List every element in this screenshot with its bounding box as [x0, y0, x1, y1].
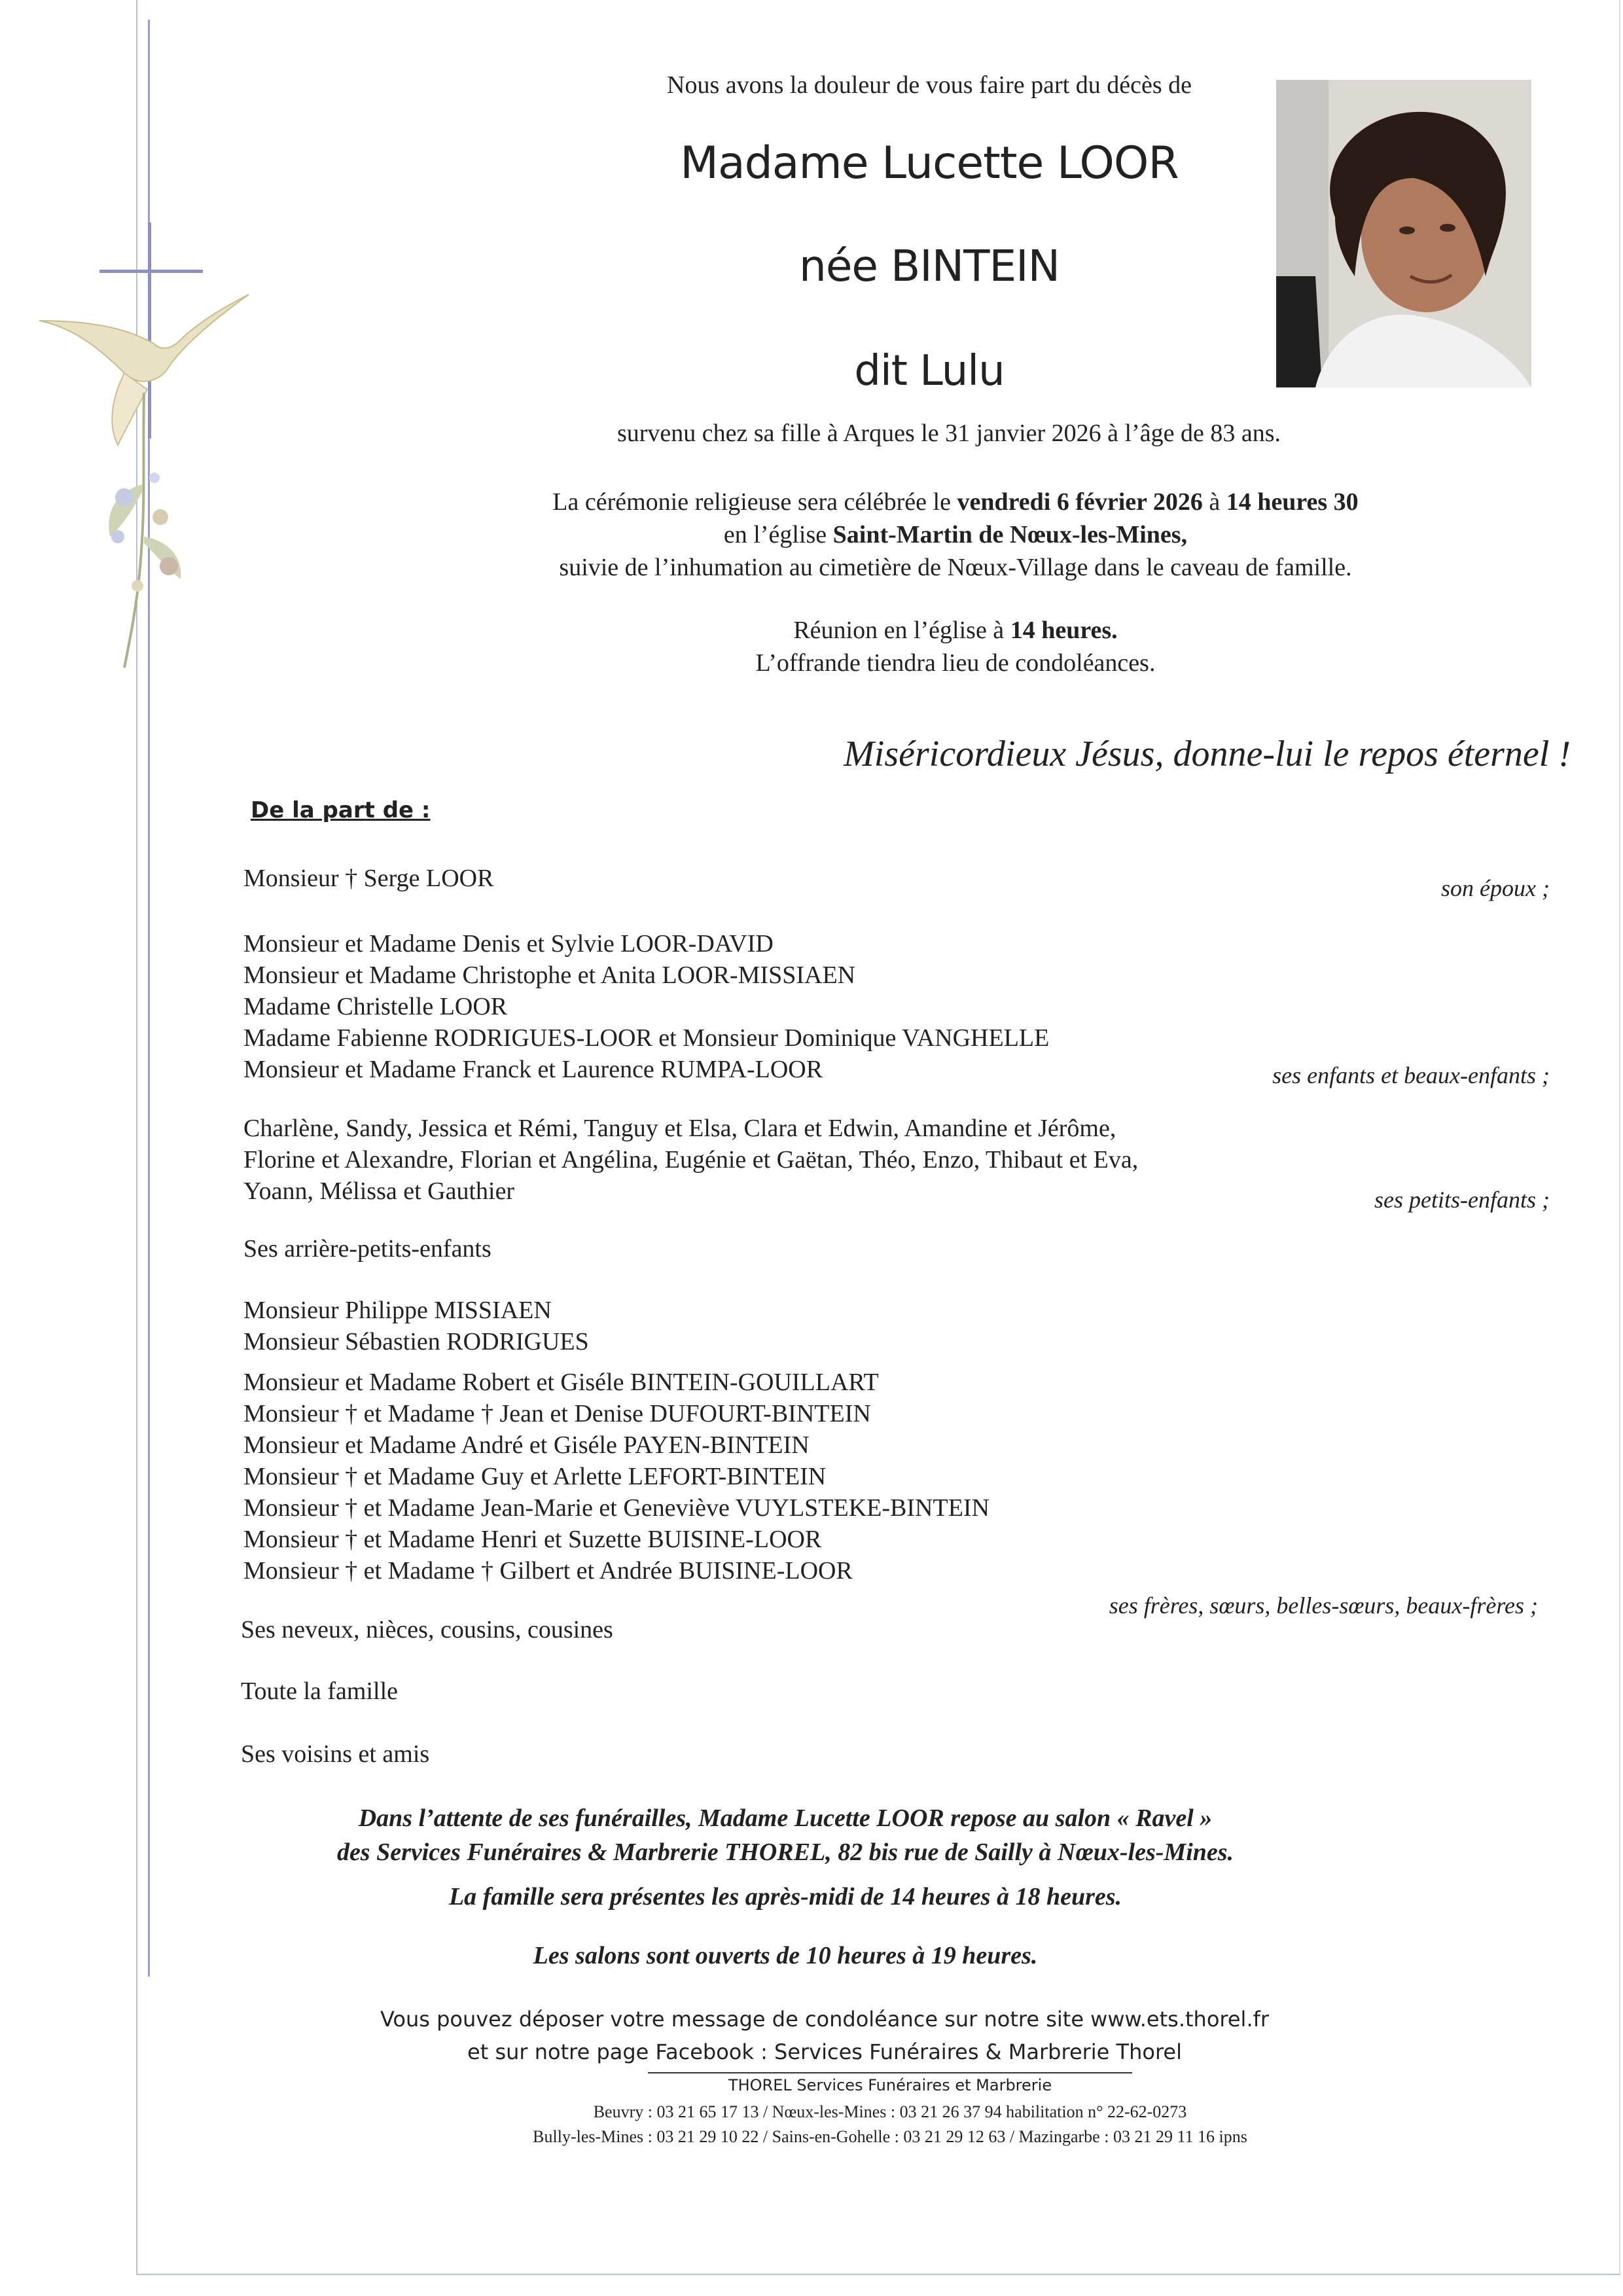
reunion-block — [366, 614, 1544, 679]
reunion-line: Réunion en l’église à 14 heures. — [793, 617, 1118, 644]
others-list — [243, 1295, 589, 1357]
deceased-name: Madame Lucette LOOR — [680, 137, 1179, 189]
nickname: dit Lulu — [854, 347, 1005, 395]
website-line: Vous pouvez déposer votre message de condoléance sur notre site www.ets.thorel.fr — [380, 2007, 1270, 2032]
church-name: Saint-Martin de Nœux-les-Mines, — [832, 521, 1188, 548]
list-item: Monsieur † et Madame Jean-Marie et Geneviève VUYLSTEKE-BINTEIN — [243, 1494, 990, 1522]
neighbors-line: Ses voisins et amis — [241, 1740, 430, 1768]
company-name: THOREL Services Funéraires et Marbrerie — [728, 2076, 1052, 2094]
spouse-list — [243, 863, 493, 894]
list-item: Monsieur Sébastien RODRIGUES — [243, 1328, 589, 1355]
maiden-name: née BINTEIN — [799, 241, 1060, 291]
list-item: Monsieur † et Madame Henri et Suzette BUISINE-LOOR — [243, 1526, 822, 1553]
facebook-line: et sur notre page Facebook : Services Funéraires & Marbrerie Thorel — [467, 2039, 1182, 2064]
intro-text: Nous avons la douleur de vous faire part du décès de — [667, 71, 1192, 99]
list-item: Monsieur † et Madame † Gilbert et Andrée BUISINE-LOOR — [243, 1557, 853, 1585]
list-item: Monsieur et Madame Denis et Sylvie LOOR-DAVID — [243, 930, 774, 958]
grandchildren-relation: ses petits-enfants ; — [1374, 1187, 1550, 1213]
children-list — [243, 928, 1049, 1085]
death-notice: survenu chez sa fille à Arques le 31 janvier 2026 à l’âge de 83 ans. — [616, 420, 1281, 447]
contact-line-1: Beuvry : 03 21 65 17 13 / Nœux-les-Mines : 03 21 26 37 94 habilitation n° 22-62-0273 — [593, 2102, 1187, 2121]
from-label: De la part de : — [251, 797, 431, 823]
list-item: Charlène, Sandy, Jessica et Rémi, Tanguy et Elsa, Clara et Edwin, Amandine et Jérôme, — [243, 1115, 1116, 1142]
contact-line-2: Bully-les-Mines : 03 21 29 10 22 / Sains-en-Gohelle : 03 21 29 12 63 / Mazingarbe : 03 21 29 11 16 ipns — [533, 2127, 1247, 2146]
portrait-photo — [1276, 80, 1531, 387]
list-item: Yoann, Mélissa et Gauthier — [243, 1177, 515, 1205]
footer-divider — [648, 2072, 1132, 2073]
cross-dove-flower-icon — [26, 209, 262, 681]
list-item: Monsieur † et Madame Guy et Arlette LEFORT-BINTEIN — [243, 1463, 827, 1490]
great-grandchildren: Ses arrière-petits-enfants — [243, 1235, 491, 1263]
spouse-relation: son époux ; — [1441, 875, 1550, 901]
salon-hours: Les salons sont ouverts de 10 heures à 19 heures. — [533, 1942, 1038, 1969]
ceremony-date: vendredi 6 février 2026 — [957, 488, 1203, 516]
list-item: Monsieur et Madame André et Giséle PAYEN-BINTEIN — [243, 1431, 810, 1459]
repose-notice — [196, 1801, 1374, 1869]
grandchildren-list — [243, 1113, 1138, 1207]
church-line: en l’église Saint-Martin de Nœux-les-Mines, — [723, 521, 1188, 548]
burial-line: suivie de l’inhumation au cimetière de Nœux-Village dans le caveau de famille. — [559, 554, 1352, 581]
list-item: Monsieur † et Madame † Jean et Denise DUFOURT-BINTEIN — [243, 1400, 871, 1427]
family-hours: La famille sera présentes les après-midi de 14 heures à 18 heures. — [448, 1883, 1122, 1910]
ceremony-time: 14 heures 30 — [1226, 488, 1359, 516]
all-family-line: Toute la famille — [241, 1677, 399, 1705]
ceremony-block — [366, 486, 1544, 584]
offering-line: L’offrande tiendra lieu de condoléances. — [755, 649, 1156, 677]
list-item: Madame Fabienne RODRIGUES-LOOR et Monsieur Dominique VANGHELLE — [243, 1024, 1050, 1052]
list-item: Monsieur † Serge LOOR — [243, 865, 494, 892]
repose-line-1: Dans l’attente de ses funérailles, Madame Lucette LOOR repose au salon « Ravel » — [358, 1804, 1213, 1832]
list-item: Florine et Alexandre, Florian et Angélina, Eugénie et Gaëtan, Théo, Enzo, Thibaut et Eva, — [243, 1146, 1139, 1174]
list-item: Monsieur et Madame Christophe et Anita LOOR-MISSIAEN — [243, 961, 856, 989]
nephews-line: Ses neveux, nièces, cousins, cousines — [241, 1616, 613, 1643]
siblings-relation: ses frères, sœurs, belles-sœurs, beaux-frères ; — [1109, 1592, 1538, 1619]
siblings-list — [243, 1367, 990, 1587]
list-item: Madame Christelle LOOR — [243, 993, 508, 1020]
children-relation: ses enfants et beaux-enfants ; — [1272, 1062, 1550, 1088]
prayer-text: Miséricordieux Jésus, donne-lui le repos éternel ! — [844, 734, 1571, 774]
condolence-info — [262, 2003, 1387, 2068]
list-item: Monsieur Philippe MISSIAEN — [243, 1297, 552, 1324]
reunion-time: 14 heures. — [1010, 617, 1118, 644]
list-item: Monsieur et Madame Robert et Giséle BINTEIN-GOUILLART — [243, 1369, 879, 1396]
ceremony-line: La cérémonie religieuse sera célébrée le vendredi 6 février 2026 à 14 heures 30 — [552, 488, 1359, 516]
list-item: Monsieur et Madame Franck et Laurence RUMPA-LOOR — [243, 1056, 823, 1083]
repose-line-2: des Services Funéraires & Marbrerie THOREL, 82 bis rue de Sailly à Nœux-les-Mines. — [336, 1839, 1234, 1866]
